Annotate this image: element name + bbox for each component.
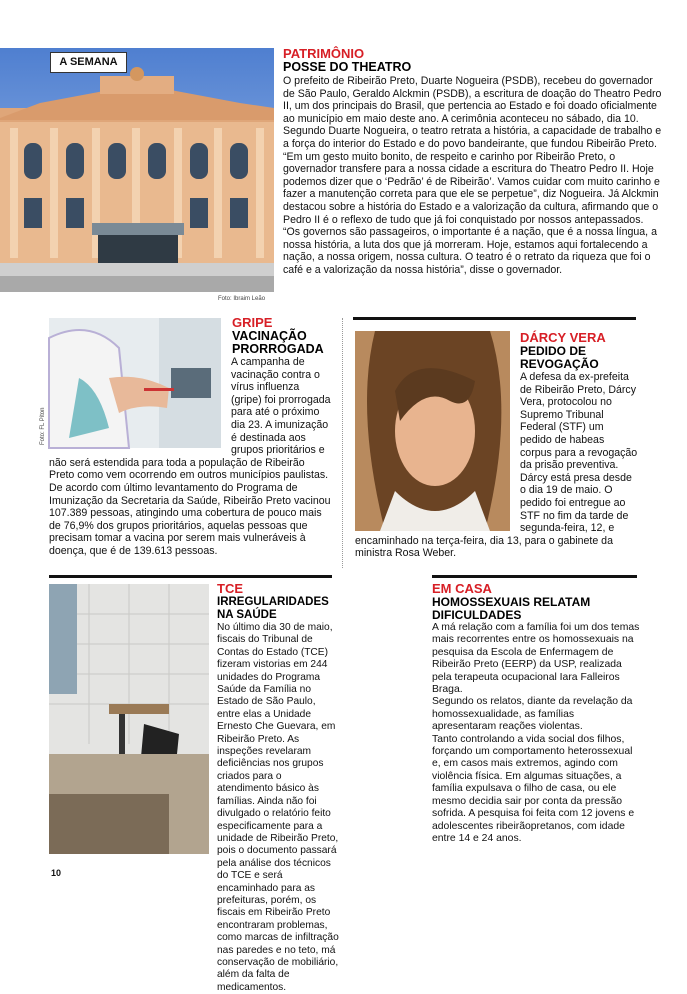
article-body [432, 622, 640, 845]
section-rule [353, 317, 636, 320]
page-number: 10 [51, 868, 62, 878]
paragraph: Tanto controlando a vida social dos filhos, forçando um comportamento heterossexual e, em casos mais extremos, agindo com violência física. Em algumas situações, a família expulsava o filho de casa, ou ele mesmo decidia sair por conta da pressão sofrida. A pesquisa foi feita com 12 jovens e adolescentes ribeirãopretanos, com idade entre 14 e 24 anos. [432, 733, 635, 844]
article-gripe [49, 316, 332, 558]
darcy-photo-space [355, 331, 520, 533]
section-rule [432, 575, 637, 578]
tce-photo [49, 584, 209, 854]
article-body: No último dia 30 de maio, fiscais do Tribunal de Contas do Estado (TCE) fizeram vistorias em 244 unidades do Programa Saúde da Família no Estado de São Paulo, entre elas a Unidade Ernesto Che Guevara, em Ribeirão Preto. As inspeções revelaram deficiências nos grupos criados para o atendimento básico às famílias. Ainda não foi divulgado o relatório feito especificamente para a unidade de Ribeirão Preto, pois o documento passará pela análise dos técnicos do TCE e será encaminhado para as prefeituras, porém, os fiscais em Ribeirão Preto encontraram problemas, como marcas de infiltração nas paredes e no teto, má conservação de mobiliário, além da falta de medicamentos. [217, 622, 339, 993]
gripe-photo-space [49, 316, 231, 450]
article-tce [217, 582, 339, 994]
paragraph: Segundo os relatos, diante da revelação da homossexualidade, as famílias apresentaram reações violentas. [432, 696, 633, 733]
article-body: A defesa da ex-prefeita de Ribeirão Preto, Dárcy Vera, protocolou no Supremo Tribunal Federal (STF) um pedido de habeas corpus para a revogação da prisão preventiva. Dárcy está presa desde o dia 19 de maio. O pedido foi entregue ao STF no fim da tarde de segunda-feira, 12, e encaminhado na terça-feira, dia 13, para o gabinete da ministra Rosa Weber. [355, 371, 638, 560]
headline: IRREGULARIDADES NA SAÚDE [217, 596, 329, 621]
column-divider [342, 318, 343, 568]
section-rule [49, 575, 332, 578]
kicker: PATRIMÔNIO [283, 46, 365, 61]
paragraph: A má relação com a família foi um dos temas mais recorrentes entre os homossexuais na pesquisa da Escola de Enfermagem de Ribeirão Preto (EERP) da USP, realizada pela terapeuta ocupacional Iara Falleiros Braga. [432, 622, 640, 696]
article-darcy [355, 331, 638, 560]
section-tag: A SEMANA [50, 52, 127, 73]
kicker: DÁRCY VERA [520, 330, 606, 345]
headline: HOMOSSEXUAIS RELATAM DIFICULDADES [432, 595, 591, 622]
gripe-head [232, 316, 332, 356]
article-body: A campanha de vacinação contra o vírus influenza (gripe) foi prorrogada para até o próximo dia 23. A imunização é destinada aos grupos prioritários e não será estendida para toda a população de Ribeirão Preto como vem ocorrendo em outros municípios paulistas. De acordo com último levantamento do Programa de Imunização da Secretaria da Saúde, Ribeirão Preto vacinou 107.389 pessoas, atingindo uma cobertura de pouco mais de 76,9% dos grupos prioritários, aquelas pessoas que precisam tomar a vacina por serem mais vulneráveis à doença, que é de 139.613 pessoas. [49, 356, 331, 557]
article-body: O prefeito de Ribeirão Preto, Duarte Nogueira (PSDB), recebeu do governador de São Paulo, Geraldo Alckmin (PSDB), a escritura de doação do Theatro Pedro II, um dos principais do Brasil, que pertencia ao Estado e foi doado oficialmente ao município em maio deste ano. A cerimônia aconteceu no sábado, dia 10. Segundo Duarte Nogueira, o teatro retrata a história, a capacidade de trabalho e a força do interior do Estado e do povo bandeirante, que fundou Ribeirão Preto. “Em um gesto muito bonito, de respeito e carinho por Ribeirão Preto, o governador transfere para a nossa cidade a escritura do Theatro Pedro II. Hoje podemos dizer que o ‘Pedrão’ é de Ribeirão’. Vamos cuidar com muito carinho e fazer a manutenção correta para que ele se perpetue”, diz Nogueira. Já Alckmin destacou sobre a história do Estado e a valorização da cultura, afirmando que o Pedro II é o reflexo de tudo que já foi conquistado por nossos antepassados. “Os governos são passageiros, o importante é a nação, que é a nossa língua, a nossa história, a luta dos que já morreram. Hoje, estamos aqui fortalecendo a nação, a nossa origem, nossa cultura. O teatro é o retrato da riqueza que foi o café e a valorização da nossa história”, disse o governador. [283, 75, 662, 276]
article-emcasa [432, 582, 640, 845]
kicker: EM CASA [432, 581, 492, 596]
headline: VACINAÇÃO PRORROGADA [232, 329, 324, 356]
theatro-photo [0, 48, 274, 292]
kicker: TCE [217, 581, 243, 596]
photo-credit: Foto: FL Piton [40, 407, 46, 445]
photo-credit: Foto: Ibraim Leão [218, 296, 266, 302]
headline: PEDIDO DE REVOGAÇÃO [520, 344, 599, 371]
headline: POSSE DO THEATRO [283, 60, 412, 74]
kicker: GRIPE [232, 315, 273, 330]
article-patrimonio [283, 47, 663, 277]
